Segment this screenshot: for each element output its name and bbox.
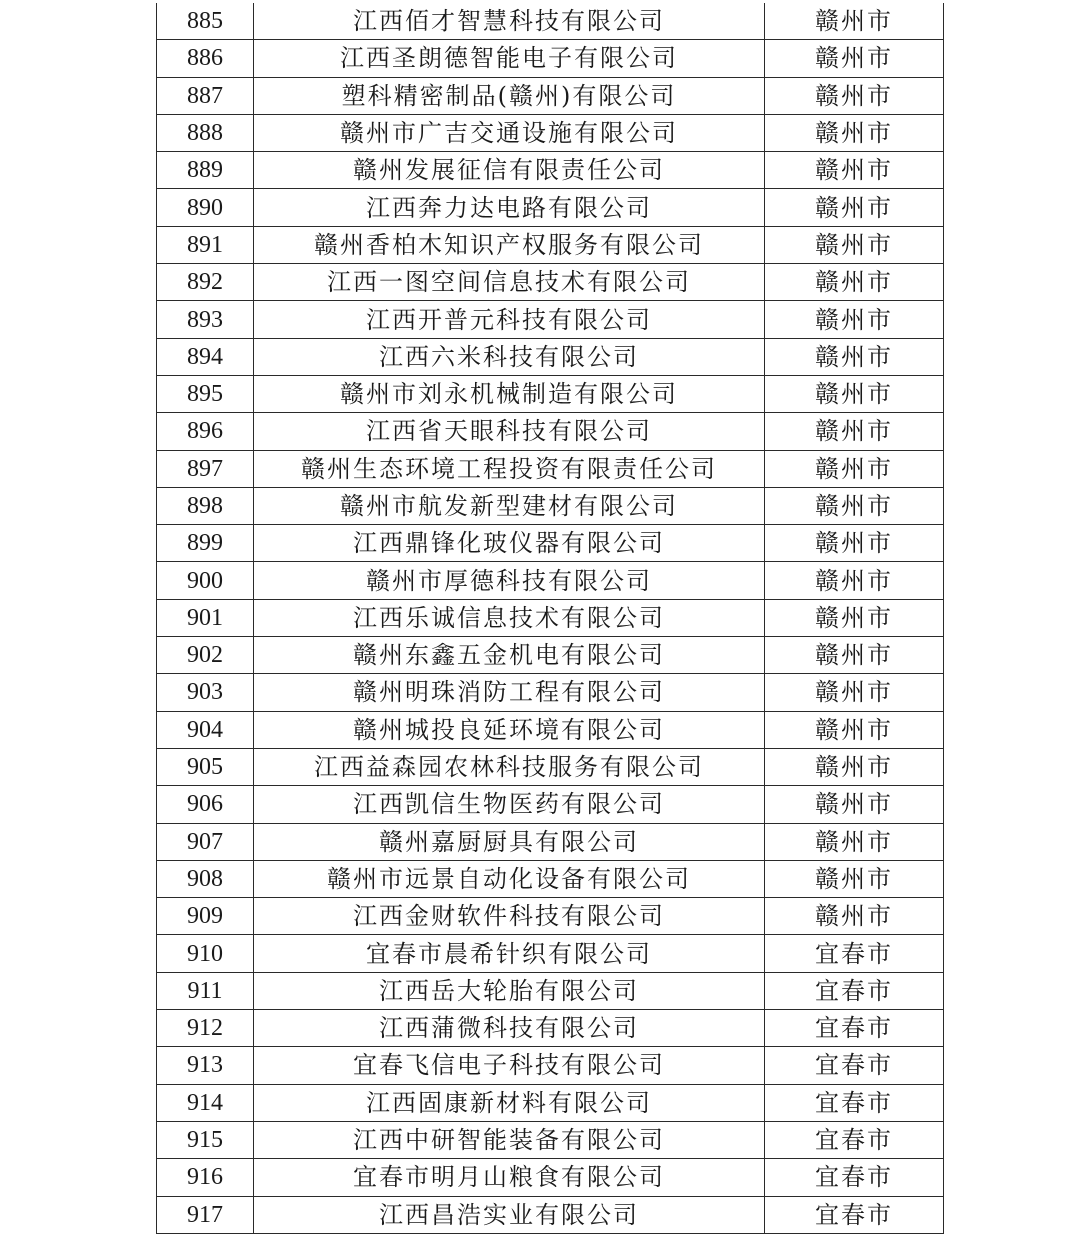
city-name: 赣州市 bbox=[765, 786, 944, 823]
city-name: 赣州市 bbox=[765, 3, 944, 40]
city-name: 赣州市 bbox=[765, 189, 944, 226]
table-body bbox=[157, 3, 944, 1233]
table-row bbox=[157, 301, 944, 338]
table-row bbox=[157, 189, 944, 226]
row-number: 891 bbox=[157, 226, 254, 263]
row-number: 911 bbox=[157, 972, 254, 1009]
table-row bbox=[157, 152, 944, 189]
row-number: 912 bbox=[157, 1010, 254, 1047]
company-name: 江西蒲微科技有限公司 bbox=[254, 1010, 765, 1047]
row-number: 902 bbox=[157, 637, 254, 674]
row-number: 898 bbox=[157, 487, 254, 524]
table-row bbox=[157, 637, 944, 674]
table-row bbox=[157, 1084, 944, 1121]
row-number: 910 bbox=[157, 935, 254, 972]
table-row bbox=[157, 40, 944, 77]
city-name: 赣州市 bbox=[765, 226, 944, 263]
row-number: 904 bbox=[157, 711, 254, 748]
company-name: 赣州市广吉交通设施有限公司 bbox=[254, 114, 765, 151]
table-row bbox=[157, 674, 944, 711]
row-number: 914 bbox=[157, 1084, 254, 1121]
city-name: 赣州市 bbox=[765, 264, 944, 301]
company-name: 赣州市刘永机械制造有限公司 bbox=[254, 375, 765, 412]
city-name: 赣州市 bbox=[765, 898, 944, 935]
city-name: 赣州市 bbox=[765, 114, 944, 151]
company-name: 江西佰才智慧科技有限公司 bbox=[254, 3, 765, 40]
city-name: 赣州市 bbox=[765, 637, 944, 674]
row-number: 906 bbox=[157, 786, 254, 823]
company-name: 塑科精密制品(赣州)有限公司 bbox=[254, 77, 765, 114]
table-row bbox=[157, 413, 944, 450]
city-name: 赣州市 bbox=[765, 748, 944, 785]
company-name: 赣州市厚德科技有限公司 bbox=[254, 562, 765, 599]
company-name: 江西一图空间信息技术有限公司 bbox=[254, 264, 765, 301]
table-row bbox=[157, 1196, 944, 1233]
row-number: 896 bbox=[157, 413, 254, 450]
city-name: 宜春市 bbox=[765, 1121, 944, 1158]
table-row bbox=[157, 114, 944, 151]
row-number: 892 bbox=[157, 264, 254, 301]
row-number: 907 bbox=[157, 823, 254, 860]
table-row bbox=[157, 77, 944, 114]
company-name: 江西金财软件科技有限公司 bbox=[254, 898, 765, 935]
table-row bbox=[157, 525, 944, 562]
table-row bbox=[157, 599, 944, 636]
row-number: 890 bbox=[157, 189, 254, 226]
city-name: 宜春市 bbox=[765, 1047, 944, 1084]
company-name: 宜春飞信电子科技有限公司 bbox=[254, 1047, 765, 1084]
row-number: 909 bbox=[157, 898, 254, 935]
company-name: 江西开普元科技有限公司 bbox=[254, 301, 765, 338]
city-name: 宜春市 bbox=[765, 972, 944, 1009]
company-name: 赣州发展征信有限责任公司 bbox=[254, 152, 765, 189]
city-name: 赣州市 bbox=[765, 525, 944, 562]
city-name: 赣州市 bbox=[765, 487, 944, 524]
company-name: 江西奔力达电路有限公司 bbox=[254, 189, 765, 226]
table-row bbox=[157, 226, 944, 263]
company-name: 江西中研智能装备有限公司 bbox=[254, 1121, 765, 1158]
city-name: 赣州市 bbox=[765, 562, 944, 599]
city-name: 赣州市 bbox=[765, 77, 944, 114]
row-number: 917 bbox=[157, 1196, 254, 1233]
city-name: 赣州市 bbox=[765, 40, 944, 77]
row-number: 899 bbox=[157, 525, 254, 562]
company-name: 赣州明珠消防工程有限公司 bbox=[254, 674, 765, 711]
row-number: 903 bbox=[157, 674, 254, 711]
company-name: 江西昌浩实业有限公司 bbox=[254, 1196, 765, 1233]
company-list-table bbox=[156, 3, 944, 1234]
table-row bbox=[157, 823, 944, 860]
city-name: 宜春市 bbox=[765, 1010, 944, 1047]
company-name: 江西凯信生物医药有限公司 bbox=[254, 786, 765, 823]
city-name: 赣州市 bbox=[765, 301, 944, 338]
table-row bbox=[157, 1047, 944, 1084]
row-number: 900 bbox=[157, 562, 254, 599]
city-name: 赣州市 bbox=[765, 338, 944, 375]
row-number: 894 bbox=[157, 338, 254, 375]
row-number: 915 bbox=[157, 1121, 254, 1158]
city-name: 宜春市 bbox=[765, 1084, 944, 1121]
city-name: 赣州市 bbox=[765, 413, 944, 450]
table-row bbox=[157, 786, 944, 823]
company-name: 江西益森园农林科技服务有限公司 bbox=[254, 748, 765, 785]
city-name: 宜春市 bbox=[765, 935, 944, 972]
table-row bbox=[157, 711, 944, 748]
company-name: 江西六米科技有限公司 bbox=[254, 338, 765, 375]
row-number: 901 bbox=[157, 599, 254, 636]
company-name: 江西圣朗德智能电子有限公司 bbox=[254, 40, 765, 77]
table-row bbox=[157, 935, 944, 972]
city-name: 赣州市 bbox=[765, 711, 944, 748]
row-number: 885 bbox=[157, 3, 254, 40]
row-number: 889 bbox=[157, 152, 254, 189]
row-number: 913 bbox=[157, 1047, 254, 1084]
table-row bbox=[157, 748, 944, 785]
company-name: 赣州香柏木知识产权服务有限公司 bbox=[254, 226, 765, 263]
table-row bbox=[157, 450, 944, 487]
company-name: 江西省天眼科技有限公司 bbox=[254, 413, 765, 450]
company-name: 赣州东鑫五金机电有限公司 bbox=[254, 637, 765, 674]
company-name: 宜春市晨希针织有限公司 bbox=[254, 935, 765, 972]
company-name: 赣州城投良延环境有限公司 bbox=[254, 711, 765, 748]
row-number: 886 bbox=[157, 40, 254, 77]
company-name: 江西鼎锋化玻仪器有限公司 bbox=[254, 525, 765, 562]
company-name: 赣州嘉厨厨具有限公司 bbox=[254, 823, 765, 860]
table-row bbox=[157, 264, 944, 301]
company-name: 宜春市明月山粮食有限公司 bbox=[254, 1159, 765, 1196]
table-row bbox=[157, 898, 944, 935]
city-name: 宜春市 bbox=[765, 1159, 944, 1196]
city-name: 赣州市 bbox=[765, 860, 944, 897]
city-name: 赣州市 bbox=[765, 375, 944, 412]
company-name: 江西乐诚信息技术有限公司 bbox=[254, 599, 765, 636]
row-number: 916 bbox=[157, 1159, 254, 1196]
table-row bbox=[157, 487, 944, 524]
row-number: 888 bbox=[157, 114, 254, 151]
city-name: 宜春市 bbox=[765, 1196, 944, 1233]
row-number: 895 bbox=[157, 375, 254, 412]
table-row bbox=[157, 375, 944, 412]
city-name: 赣州市 bbox=[765, 152, 944, 189]
row-number: 887 bbox=[157, 77, 254, 114]
company-name: 赣州生态环境工程投资有限责任公司 bbox=[254, 450, 765, 487]
table-row bbox=[157, 1159, 944, 1196]
city-name: 赣州市 bbox=[765, 674, 944, 711]
table-row bbox=[157, 860, 944, 897]
table-row bbox=[157, 338, 944, 375]
row-number: 897 bbox=[157, 450, 254, 487]
company-name: 江西岳大轮胎有限公司 bbox=[254, 972, 765, 1009]
table-row bbox=[157, 3, 944, 40]
table-row bbox=[157, 562, 944, 599]
row-number: 905 bbox=[157, 748, 254, 785]
city-name: 赣州市 bbox=[765, 599, 944, 636]
table-row bbox=[157, 1010, 944, 1047]
city-name: 赣州市 bbox=[765, 450, 944, 487]
company-name: 赣州市远景自动化设备有限公司 bbox=[254, 860, 765, 897]
table-row bbox=[157, 972, 944, 1009]
company-name: 江西固康新材料有限公司 bbox=[254, 1084, 765, 1121]
company-name: 赣州市航发新型建材有限公司 bbox=[254, 487, 765, 524]
row-number: 908 bbox=[157, 860, 254, 897]
city-name: 赣州市 bbox=[765, 823, 944, 860]
table-row bbox=[157, 1121, 944, 1158]
row-number: 893 bbox=[157, 301, 254, 338]
